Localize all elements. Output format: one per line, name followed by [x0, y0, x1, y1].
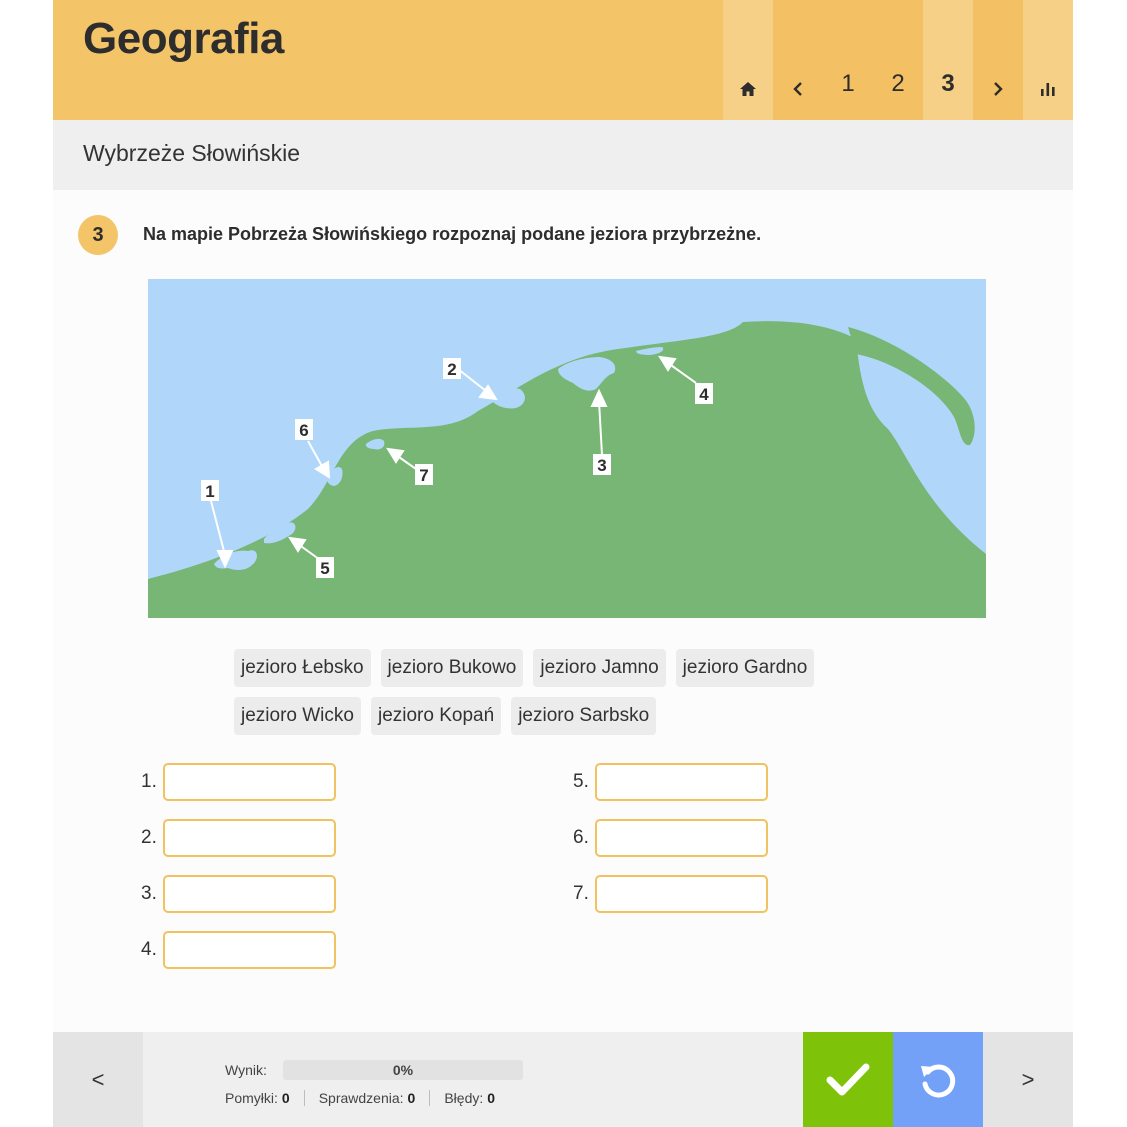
checks-label: Sprawdzenia: [318, 1090, 404, 1106]
answer-drop-field-6[interactable] [595, 819, 768, 857]
answer-label: 4. [141, 939, 157, 960]
footer-prev-button[interactable]: < [53, 1032, 143, 1127]
answer-row [141, 763, 336, 801]
answer-row [573, 819, 768, 857]
answer-label: 3. [141, 883, 157, 904]
score-label: Wynik: [225, 1062, 267, 1078]
checks-stat [319, 1090, 431, 1106]
page-navigation [723, 0, 1073, 120]
answer-drop-field-4[interactable] [163, 931, 336, 969]
question-text: Na mapie Pobrzeża Słowińskiego rozpoznaj podane jeziora przybrzeżne. [143, 224, 762, 244]
answer-column-left [141, 763, 336, 987]
chip-lebsko[interactable]: jezioro Łebsko [234, 649, 371, 687]
checks-value: 0 [407, 1090, 416, 1106]
chip-jamno[interactable]: jezioro Jamno [533, 649, 665, 687]
score-percent: 0% [392, 1062, 414, 1078]
chip-wicko[interactable]: jezioro Wicko [234, 697, 361, 735]
mistakes-label: Pomyłki: [225, 1090, 278, 1106]
next-page-button[interactable] [973, 0, 1023, 120]
answer-drop-field-3[interactable] [163, 875, 336, 913]
answer-drop-field-1[interactable] [163, 763, 336, 801]
app-title: Geografia [83, 14, 284, 63]
page-2-button[interactable]: 2 [873, 0, 923, 120]
marker-4: 4 [699, 385, 709, 404]
page-1-button[interactable]: 1 [823, 0, 873, 120]
checkmark-icon [826, 1062, 870, 1098]
home-icon [739, 80, 757, 98]
answer-row [141, 819, 336, 857]
marker-7: 7 [419, 466, 429, 485]
score-progress-bar [283, 1060, 523, 1080]
mistakes-stat [225, 1090, 305, 1106]
chevron-right-icon [991, 80, 1005, 98]
home-button[interactable] [723, 0, 773, 120]
bar-chart-icon [1039, 80, 1057, 98]
prev-page-button[interactable] [773, 0, 823, 120]
coast-map [148, 279, 986, 618]
reset-icon [918, 1060, 958, 1100]
marker-3: 3 [597, 456, 607, 475]
chip-sarbsko[interactable]: jezioro Sarbsko [511, 697, 656, 735]
page-3-button[interactable]: 3 [923, 0, 973, 120]
answer-drop-field-7[interactable] [595, 875, 768, 913]
answer-row [573, 875, 768, 913]
lesson-title: Wybrzeże Słowińskie [83, 140, 301, 166]
answer-row [141, 931, 336, 969]
subheader [53, 120, 1073, 190]
answer-label: 5. [573, 771, 589, 792]
marker-5: 5 [320, 559, 330, 578]
errors-stat [444, 1090, 509, 1106]
answer-row [141, 875, 336, 913]
app-header [53, 0, 1073, 120]
answer-label: 7. [573, 883, 589, 904]
errors-label: Błędy: [444, 1090, 484, 1106]
question-number-badge: 3 [78, 215, 118, 255]
chip-bukowo[interactable]: jezioro Bukowo [381, 649, 524, 687]
answer-row [573, 763, 768, 801]
marker-2: 2 [447, 360, 457, 379]
footer-bar [53, 1032, 1073, 1127]
answer-column-right [573, 763, 768, 931]
answer-label: 1. [141, 771, 157, 792]
marker-6: 6 [299, 421, 309, 440]
exercise-page [53, 0, 1073, 1127]
answer-label: 2. [141, 827, 157, 848]
check-answers-button[interactable] [803, 1032, 893, 1127]
stats-button[interactable] [1023, 0, 1073, 120]
answer-chips [234, 649, 854, 735]
answer-drop-field-2[interactable] [163, 819, 336, 857]
marker-1: 1 [205, 482, 215, 501]
chip-kopan[interactable]: jezioro Kopań [371, 697, 501, 735]
footer-next-button[interactable]: > [983, 1032, 1073, 1127]
stats-row [225, 1090, 509, 1106]
answer-label: 6. [573, 827, 589, 848]
mistakes-value: 0 [281, 1090, 290, 1106]
answer-drop-field-5[interactable] [595, 763, 768, 801]
chevron-left-icon [791, 80, 805, 98]
chip-gardno[interactable]: jezioro Gardno [676, 649, 815, 687]
errors-value: 0 [487, 1090, 496, 1106]
reset-button[interactable] [893, 1032, 983, 1127]
